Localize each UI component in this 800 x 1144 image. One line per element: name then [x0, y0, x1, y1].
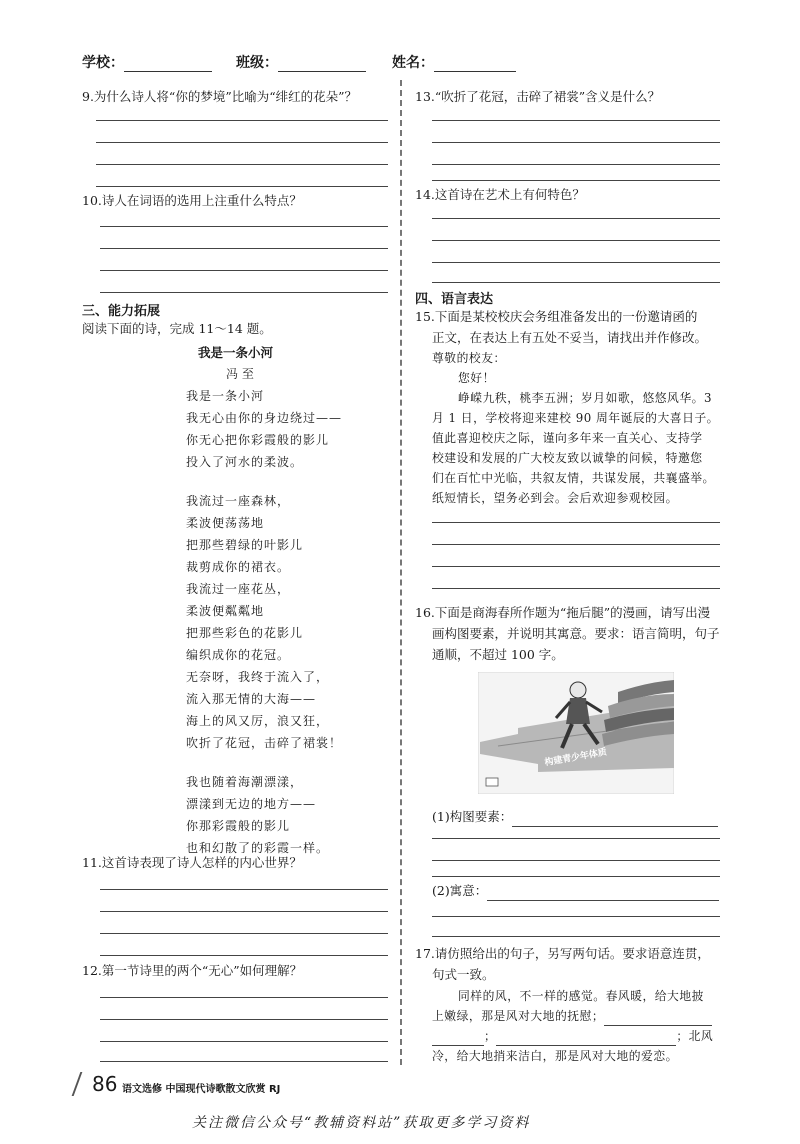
answer-line — [432, 936, 720, 937]
question-14: 14.这首诗在艺术上有何特色？ — [415, 187, 585, 202]
class-label: 班级： — [236, 55, 278, 71]
separator: ； — [484, 1029, 497, 1043]
answer-line — [100, 226, 388, 227]
school-label: 学校： — [82, 55, 124, 71]
answer-line — [432, 876, 720, 877]
name-label: 姓名： — [392, 55, 434, 71]
question-15-line2: 正文，在表达上有五处不妥当，请找出并作修改。 — [432, 330, 708, 345]
poem-line: 我是一条小河 — [186, 389, 265, 403]
poem-author: 冯 至 — [226, 367, 254, 381]
part2-label: (2)寓意： — [432, 883, 488, 898]
poem-line: 柔波便粼粼地 — [186, 604, 265, 618]
name-blank — [434, 55, 516, 72]
answer-line — [432, 838, 720, 839]
answer-line — [100, 248, 388, 249]
question-16-line2: 画构图要素，并说明其寓意。要求：语言简明，句子 — [432, 626, 720, 641]
answer-line — [432, 120, 720, 121]
cartoon-caption: 构建青少年体质 — [543, 747, 608, 769]
question-10: 10.诗人在词语的选用上注重什么特点？ — [82, 193, 302, 208]
invite-line: 校建设和发展的广大校友致以诚挚的问候，特邀您 — [432, 451, 703, 465]
question-15-line1: 15.下面是某校校庆会务组准备发出的一份邀请函的 — [415, 309, 698, 324]
question-11: 11.这首诗表现了诗人怎样的内心世界？ — [82, 855, 302, 870]
answer-line — [100, 933, 388, 934]
answer-blank — [604, 1011, 712, 1026]
answer-line — [100, 1041, 388, 1042]
section-3-heading: 三、能力拓展 — [82, 304, 161, 319]
answer-line — [432, 588, 720, 589]
question-9: 9.为什么诗人将“你的梦境”比喻为“绯红的花朵”？ — [82, 89, 357, 104]
invite-line: 峥嵘九秩，桃李五洲；岁月如歌，悠悠风华。3 — [458, 391, 712, 405]
question-12: 12.第一节诗里的两个“无心”如何理解？ — [82, 963, 303, 978]
page-number: 86 — [92, 1072, 118, 1096]
answer-line — [100, 889, 388, 890]
answer-blank — [432, 1031, 484, 1046]
poem-title: 我是一条小河 — [198, 345, 274, 360]
answer-line — [432, 916, 720, 917]
answer-line — [432, 142, 720, 143]
sample-sentence-line2 — [432, 1006, 712, 1026]
answer-blank — [487, 886, 719, 901]
school-field — [82, 52, 212, 72]
answer-line — [96, 120, 388, 121]
poem-line: 我流过一座森林， — [186, 494, 291, 508]
answer-line — [432, 164, 720, 165]
answer-line — [432, 218, 720, 219]
cartoon-image — [478, 672, 674, 794]
poem-line: 我也随着海潮漂漾， — [186, 775, 304, 789]
poem-line: 海上的风又厉，浪又狂， — [186, 714, 330, 728]
poem-line: 柔波便荡荡地 — [186, 516, 265, 530]
class-field — [236, 52, 366, 72]
poem-line: 吹折了花冠，击碎了裙裳！ — [186, 736, 343, 750]
poem-line: 也和幻散了的彩霞一样。 — [186, 841, 330, 855]
answer-line — [432, 544, 720, 545]
poem-line: 裁剪成你的裙衣。 — [186, 560, 291, 574]
question-17-line1: 17.请仿照给出的句子，另写两句话。要求语意连贯， — [415, 946, 710, 961]
answer-line — [100, 292, 388, 293]
invite-greeting: 您好！ — [458, 371, 495, 385]
reading-intro: 阅读下面的诗，完成 11～14 题。 — [82, 321, 272, 336]
question-16-part1 — [432, 806, 718, 827]
answer-blank — [512, 812, 718, 827]
answer-line — [432, 522, 720, 523]
sample-sentence-line1: 同样的风，不一样的感觉。春风暖，给大地披 — [458, 989, 704, 1003]
sample-sentence-text: 上嫩绿，那是风对大地的抚慰； — [432, 1009, 605, 1023]
invite-line: 们在百忙中光临，共叙友情，共谋发展，共襄盛举。 — [432, 471, 715, 485]
answer-line — [100, 1019, 388, 1020]
answer-line — [100, 911, 388, 912]
name-field — [392, 52, 516, 72]
answer-line — [100, 270, 388, 271]
question-16-line1: 16.下面是商海春所作题为“拖后腿”的漫画，请写出漫 — [415, 605, 711, 620]
poem-line: 把那些碧绿的叶影儿 — [186, 538, 304, 552]
sample-sentence-line4: 冷，给大地捎来洁白，那是风对大地的爱恋。 — [432, 1049, 678, 1063]
question-13: 13.“吹折了花冠，击碎了裙裳”含义是什么？ — [415, 89, 661, 104]
question-17-line2: 句式一致。 — [432, 967, 495, 982]
sample-sentence-text: ；北风 — [676, 1029, 714, 1043]
poem-line: 把那些彩色的花影儿 — [186, 626, 304, 640]
question-16-line3: 通顺，不超过 100 字。 — [432, 647, 564, 662]
promo-note: 关注微信公众号“教辅资料站”获取更多学习资料 — [192, 1115, 531, 1131]
school-blank — [124, 55, 212, 72]
footer-slash — [72, 1072, 83, 1096]
answer-line — [432, 180, 720, 181]
part1-label: (1)构图要素： — [432, 809, 513, 824]
invite-line: 月 1 日，学校将迎来建校 90 周年诞辰的大喜日子。 — [432, 411, 719, 425]
answer-line — [432, 282, 720, 283]
answer-line — [432, 860, 720, 861]
question-16-part2 — [432, 880, 719, 901]
answer-line — [96, 142, 388, 143]
book-title: 语文选修 中国现代诗歌散文欣赏 RJ — [122, 1084, 281, 1095]
answer-blank — [496, 1031, 676, 1046]
answer-line — [96, 186, 388, 187]
poem-line: 编织成你的花冠。 — [186, 648, 291, 662]
answer-line — [96, 164, 388, 165]
invite-line: 值此喜迎校庆之际，谨向多年来一直关心、支持学 — [432, 431, 703, 445]
column-divider — [400, 80, 402, 1065]
answer-line — [100, 997, 388, 998]
invite-salutation: 尊敬的校友： — [432, 351, 506, 365]
class-blank — [278, 55, 366, 72]
answer-line — [100, 1061, 388, 1062]
poem-line: 我无心由你的身边绕过—— — [186, 411, 343, 425]
poem-line: 我流过一座花丛， — [186, 582, 291, 596]
poem-line: 投入了河水的柔波。 — [186, 455, 304, 469]
poem-line: 无奈呀，我终于流入了， — [186, 670, 330, 684]
poem-line: 你无心把你彩霞般的影儿 — [186, 433, 330, 447]
answer-line — [100, 955, 388, 956]
section-4-heading: 四、语言表达 — [415, 292, 494, 307]
poem-line: 流入那无情的大海—— — [186, 692, 317, 706]
answer-line — [432, 240, 720, 241]
poem-line: 你那彩霞般的影儿 — [186, 819, 291, 833]
poem-line: 漂漾到无边的地方—— — [186, 797, 317, 811]
sample-sentence-line3 — [432, 1026, 713, 1046]
answer-line — [432, 566, 720, 567]
answer-line — [432, 262, 720, 263]
invite-line: 纸短情长，望务必到会。会后欢迎参观校园。 — [432, 491, 678, 505]
